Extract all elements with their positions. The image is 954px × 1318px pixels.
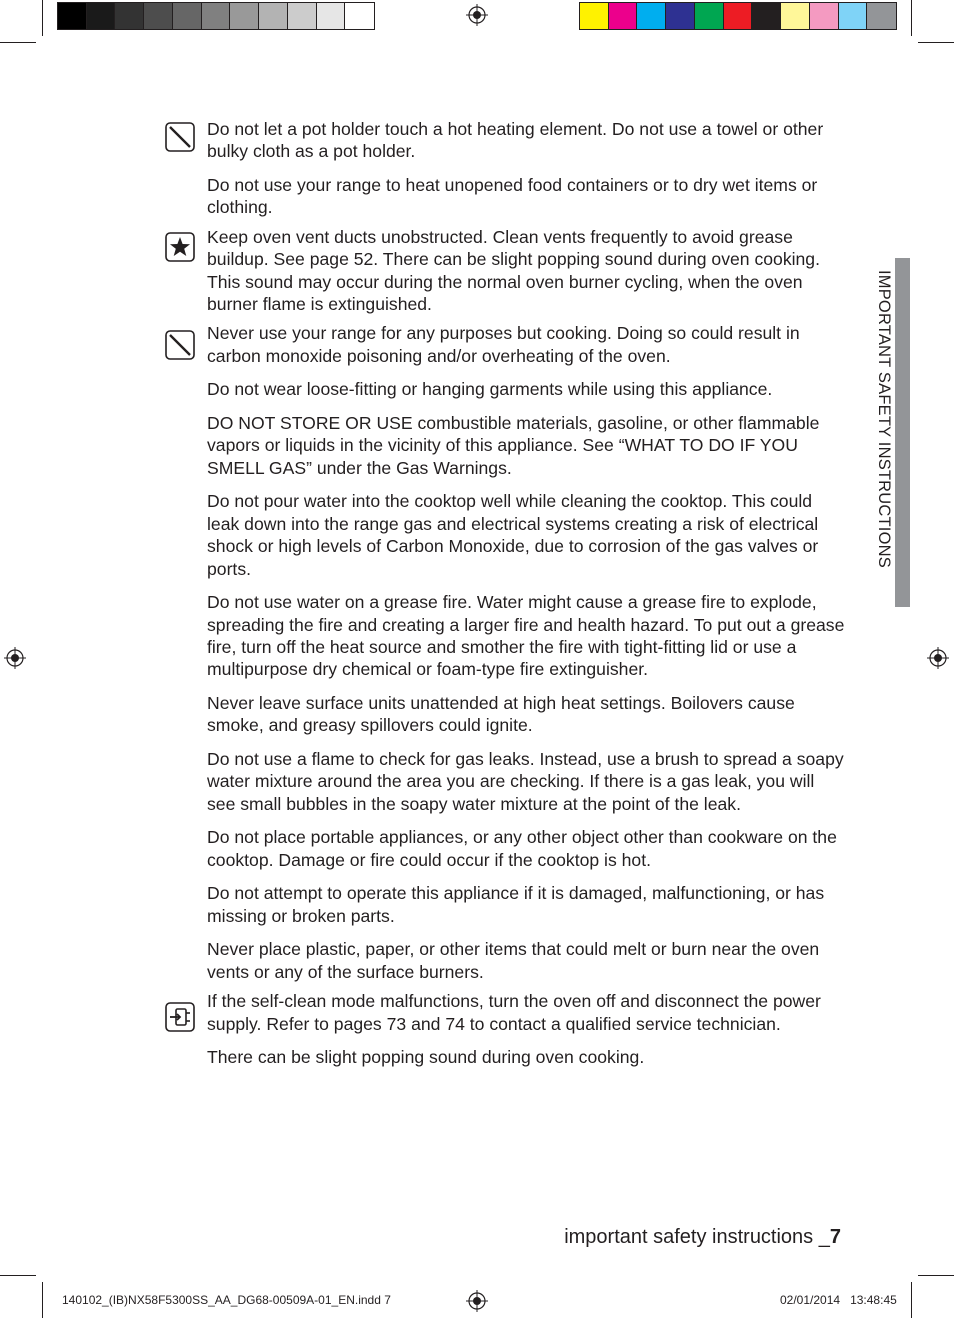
color-swatch [345,3,374,29]
registration-mark-icon [927,647,949,669]
safety-instructions-body [207,118,847,1080]
color-swatch [173,3,202,29]
safety-paragraph: Do not place portable appliances, or any other object other than cookware on the cooktop. Damage or fire could occur if the cooktop is hot. [207,827,837,870]
registration-mark-icon [466,1290,488,1312]
safety-paragraph: Never place plastic, paper, or other items that could melt or burn near the oven vents or any of the surface burners. [207,939,820,982]
safety-paragraph: If the self-clean mode malfunctions, turn the oven off and disconnect the power supply. Refer to pages 73 and 74 to contact a qualified service technician. [207,991,821,1034]
color-swatch [288,3,317,29]
color-swatch [666,3,695,29]
slug-date-time [780,1293,897,1307]
no-symbol-icon [165,122,195,152]
safety-paragraph: Never leave surface units unattended at high heat settings. Boilovers cause smoke, and greasy spillovers could ignite. [207,693,795,736]
registration-mark-icon [4,647,26,669]
page-footer [564,1226,841,1249]
color-swatch [867,3,896,29]
safety-paragraph: Do not use water on a grease fire. Water might cause a grease fire to explode, spreading the fire and creating a larger fire and health hazard. To put out a grease fire, turn off the heat source and smother the fire with tight-fitting lid or use a multipurpose dry chemical or foam-type fire extinguisher. [207,592,845,680]
registration-mark-icon [466,4,488,26]
color-swatch [202,3,231,29]
page-number: 7 [829,1226,841,1248]
star-warning-icon [165,232,195,262]
process-color-bar [579,2,897,30]
color-swatch [259,3,288,29]
safety-paragraph: Do not attempt to operate this appliance if it is damaged, malfunctioning, or has missing or broken parts. [207,883,825,926]
color-swatch [810,3,839,29]
crop-mark [42,0,43,36]
color-swatch [609,3,638,29]
color-swatch [230,3,259,29]
color-swatch [695,3,724,29]
color-swatch [58,3,87,29]
safety-paragraph: Do not wear loose-fitting or hanging garments while using this appliance. [207,379,773,400]
safety-paragraph: Do not use your range to heat unopened food containers or to dry wet items or clothing. [207,175,818,218]
color-swatch [752,3,781,29]
crop-mark [911,1282,912,1318]
chapter-side-tab-label: IMPORTANT SAFETY INSTRUCTIONS [875,270,893,568]
crop-mark [0,42,36,43]
color-swatch [115,3,144,29]
crop-mark [42,1282,43,1318]
safety-paragraph: There can be slight popping sound during oven cooking. [207,1047,645,1068]
color-swatch [637,3,666,29]
color-swatch [781,3,810,29]
slug-time: 13:48:45 [850,1293,897,1307]
safety-paragraph: Do not use a flame to check for gas leaks. Instead, use a brush to spread a soapy water mixture around the area you are checking. If there is a gas leak, you will see small bubbles in the soapy water mixture at the point of the leak. [207,749,844,814]
safety-paragraph: Do not let a pot holder touch a hot heating element. Do not use a towel or other bulky cloth as a pot holder. [207,119,824,162]
color-swatch [724,3,753,29]
safety-paragraph: Keep oven vent ducts unobstructed. Clean vents frequently to avoid grease buildup. See page 52. There can be slight popping sound during oven cooking. This sound may occur during the normal oven burner cycling, when the oven burner flame is extinguished. [207,226,820,315]
color-swatch [839,3,868,29]
color-swatch [580,3,609,29]
safety-paragraph: DO NOT STORE OR USE combustible materials, gasoline, or other flammable vapors or liquids in the vicinity of this appliance. See “WHAT TO DO IF YOU SMELL GAS” under the Gas Warnings. [207,413,820,478]
no-symbol-icon [165,330,195,360]
crop-mark [911,0,912,36]
crop-mark [0,1275,36,1276]
color-swatch [144,3,173,29]
grayscale-color-bar [57,2,375,30]
safety-paragraph: Never use your range for any purposes but cooking. Doing so could result in carbon monoxide poisoning and/or overheating of the oven. [207,323,800,366]
slug-file-name: 140102_(IB)NX58F5300SS_AA_DG68-00509A-01_EN.indd 7 [62,1293,391,1307]
color-swatch [317,3,346,29]
crop-mark [918,42,954,43]
slug-date: 02/01/2014 [780,1293,841,1307]
safety-paragraph: Do not pour water into the cooktop well while cleaning the cooktop. This could leak down into the range gas and electrical systems creating a risk of electrical shock or high levels of Carbon Monoxide, due to corrosion of the gas valves or ports. [207,491,819,579]
color-swatch [87,3,116,29]
footer-label: important safety instructions _ [564,1226,830,1248]
unplug-icon [165,1002,195,1032]
crop-mark [918,1275,954,1276]
